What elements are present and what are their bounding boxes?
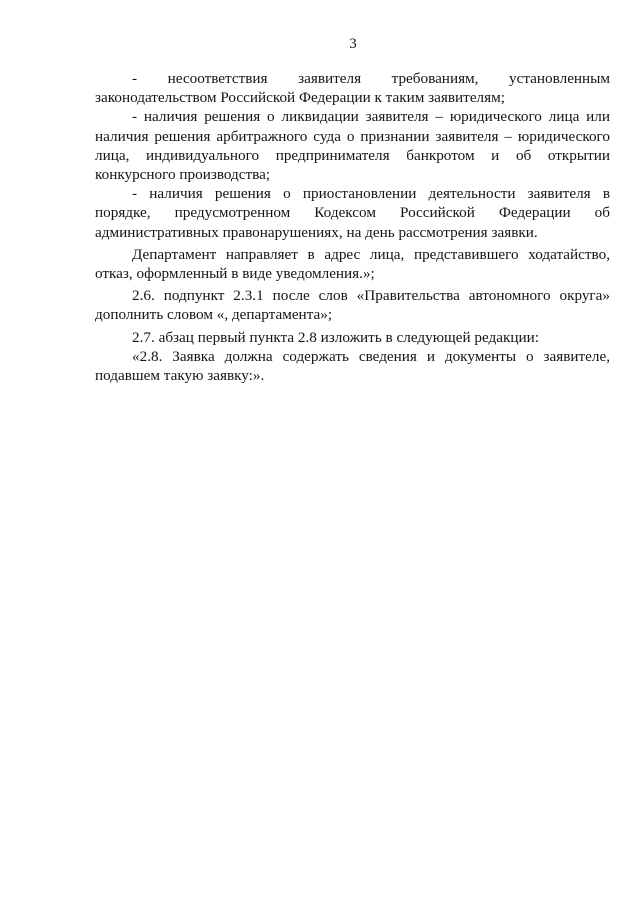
paragraph-suspension: - наличия решения о приостановлении деятельности заявителя в порядке, предусмотренном Кодексом Российской Федерации об административных правонарушениях, на день рассмотрения заявки. [95, 185, 610, 241]
paragraph-amendment-2-6: 2.6. подпункт 2.3.1 после слов «Правительства автономного округа» дополнить словом «, департамента»; [95, 287, 610, 324]
paragraph-department-refusal: Департамент направляет в адрес лица, представившего ходатайство, отказ, оформленный в виде уведомления.»; [95, 245, 610, 283]
paragraph-clause-2-8: «2.8. Заявка должна содержать сведения и документы о заявителе, подавшем такую заявку:». [95, 347, 610, 385]
paragraph-amendment-2-7: 2.7. абзац первый пункта 2.8 изложить в следующей редакции: [132, 328, 539, 346]
paragraph-noncompliance: - несоответствия заявителя требованиям, установленным законодательством Российской Федерации к таким заявителям; [95, 70, 610, 107]
page-number: 3 [349, 36, 357, 52]
paragraph-liquidation: - наличия решения о ликвидации заявителя – юридического лица или наличия решения арбитражного суда о признании заявителя – юридического лица, индивидуального предпринимателя банкротом и об открытии конкурсного производства; [95, 108, 610, 184]
document-body [95, 69, 610, 385]
